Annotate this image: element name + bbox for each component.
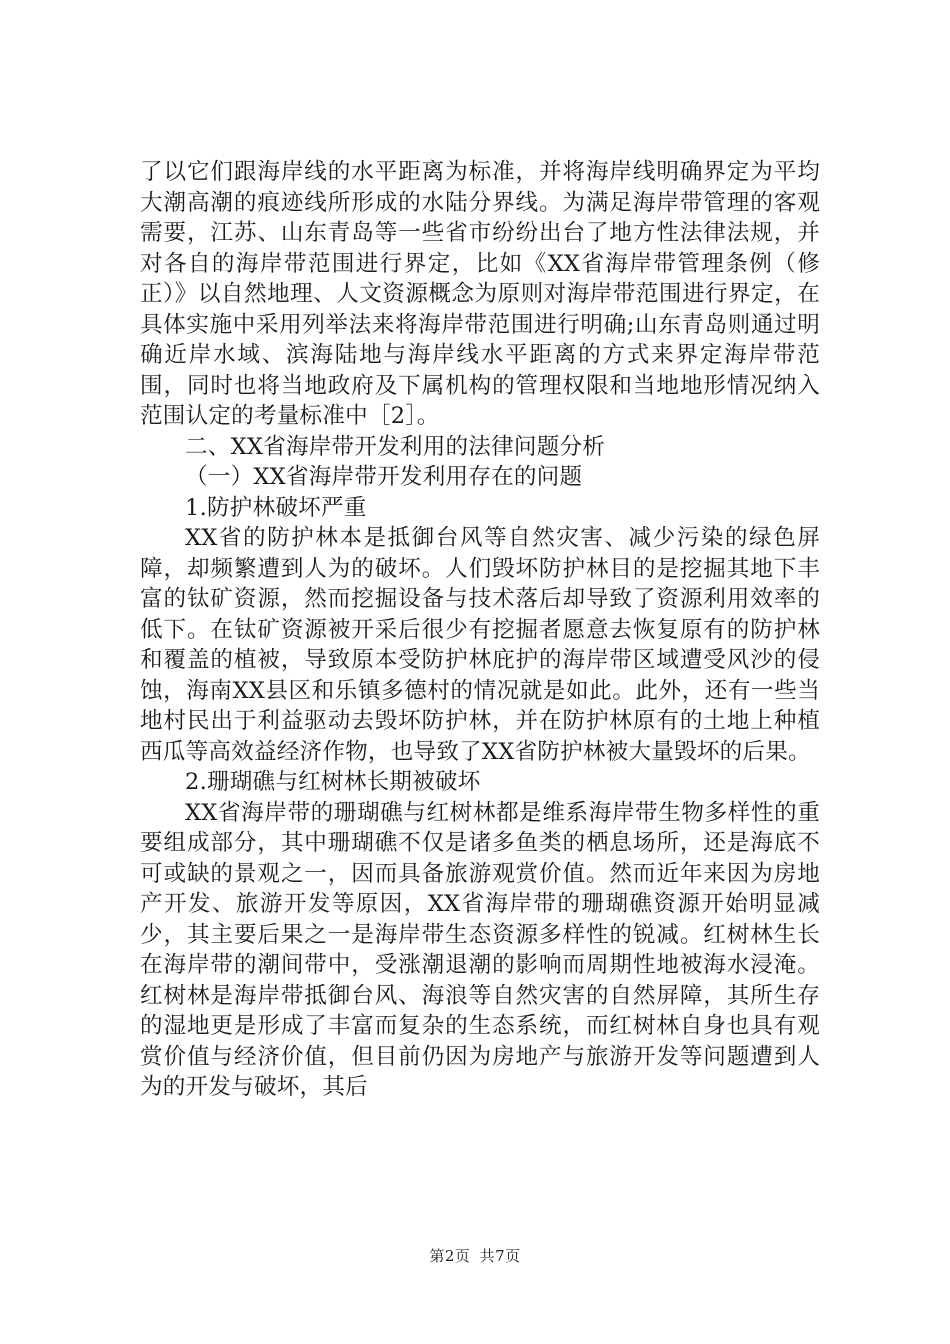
item-heading-1: 1.防护林破坏严重 [185,494,367,521]
paragraph-coral-mangrove: XX省海岸带的珊瑚礁与红树林都是维系海岸带生物多样性的重要组成部分，其中珊瑚礁不仅是诸多鱼类的栖息场所，还是海底不可或缺的景观之一，因而具备旅游观赏价值。然而近年来因为房地产开发、旅游开发等原因，XX省海岸带的珊瑚礁资源开始明显减少，其主要后果之一是海岸带生态资源多样性的锐减。红树林生长在海岸带的潮间带中，受涨潮退潮的影响而周期性地被海水浸淹。红树林是海岸带抵御台风、海浪等自然灾害的自然屏障，其所生存的湿地更是形成了丰富而复杂的生态系统，而红树林自身也具有观赏价值与经济价值，但目前仍因为房地产与旅游开发等问题遭到人为的开发与破坏，其后 [140,799,820,1100]
item-heading-2: 2.珊瑚礁与红树林长期被破坏 [185,769,481,795]
subsection-heading: （一）XX省海岸带开发利用存在的问题 [185,464,583,490]
paragraph-continued: 了以它们跟海岸线的水平距离为标准，并将海岸线明确界定为平均大潮高潮的痕迹线所形成的水陆分界线。为满足海岸带管理的客观需要，江苏、山东青岛等一些省市纷纷出台了地方性法律法规，并对各自的海岸带范围进行界定，比如《XX省海岸带管理条例（修正）》以自然地理、人文资源概念为原则对海岸带范围进行界定，在具体实施中采用列举法来将海岸带范围进行明确;山东青岛则通过明确近岸水域、滨海陆地与海岸线水平距离的方式来界定海岸带范围，同时也将当地政府及下属机构的管理权限和当地地形情况纳入范围认定的考量标准中［2］。 [140,159,820,429]
page-body [140,157,820,1103]
paragraph-shelterbelt: XX省的防护林本是抵御台风等自然灾害、减少污染的绿色屏障，却频繁遭到人为的破坏。人们毁坏防护林目的是挖掘其地下丰富的钛矿资源，然而挖掘设备与技术落后却导致了资源利用效率的低下。在钛矿资源被开采后很少有挖掘者愿意去恢复原有的防护林和覆盖的植被，导致原本受防护林庇护的海岸带区域遭受风沙的侵蚀，海南XX县区和乐镇多德村的情况就是如此。此外，还有一些当地村民出于利益驱动去毁坏防护林，并在防护林原有的土地上种植西瓜等高效益经济作物，也导致了XX省防护林被大量毁坏的后果。 [140,525,820,765]
section-heading: 二、XX省海岸带开发利用的法律问题分析 [185,433,606,460]
page-total: 共7页 [479,1247,521,1265]
page-number: 第2页 [429,1247,471,1265]
page-footer [0,1245,950,1266]
